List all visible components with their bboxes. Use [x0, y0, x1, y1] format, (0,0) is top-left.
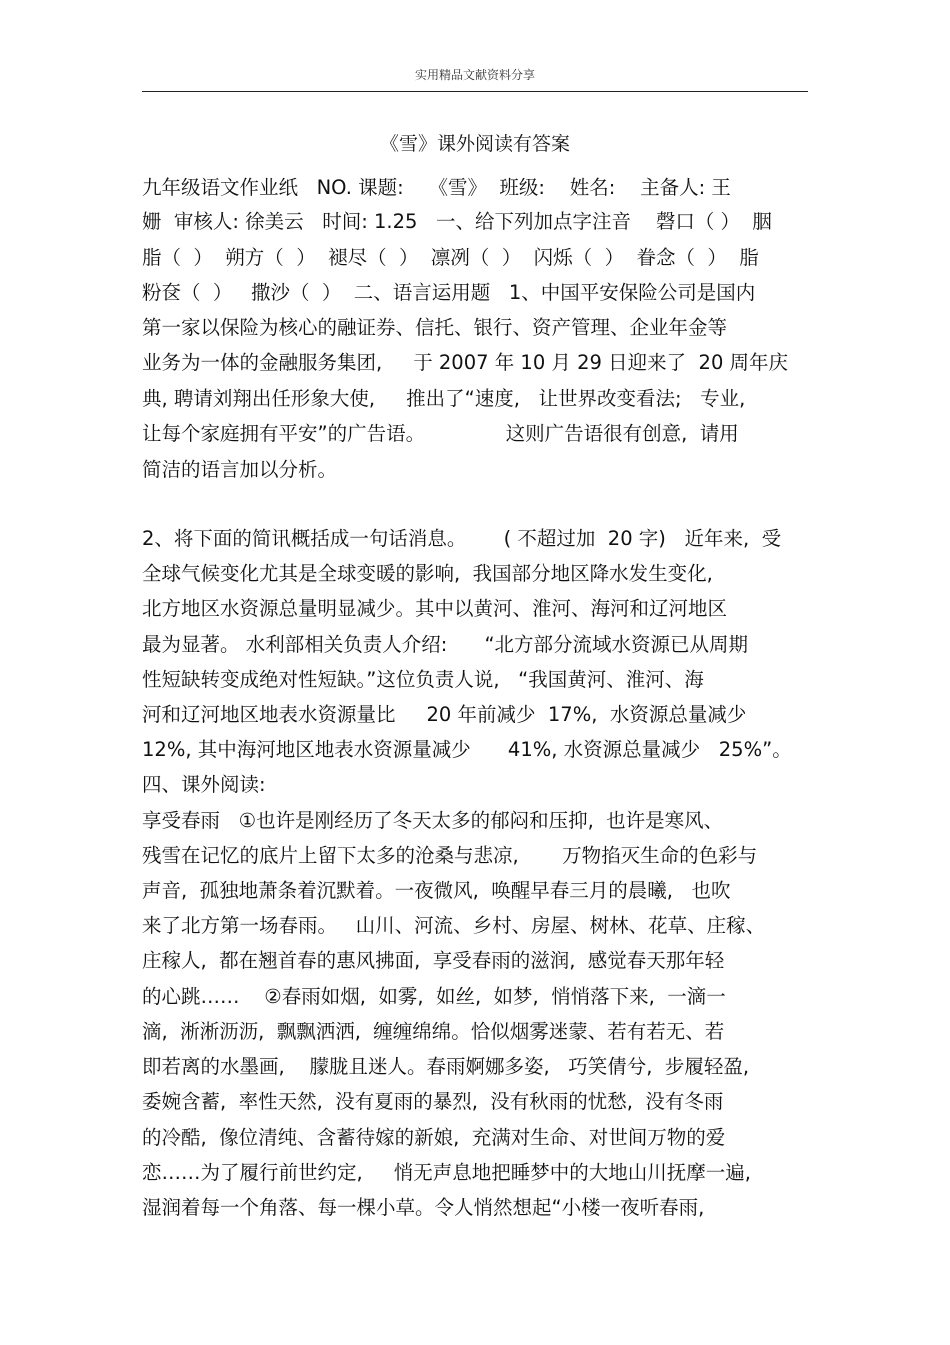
text-line: 2、将下面的简讯概括成一句话消息。 ( 不超过加 20 字) 近年来, 受	[142, 527, 782, 550]
text-line: 性短缺转变成绝对性短缺。”这位负责人说, “我国黄河、淮河、海	[142, 668, 704, 691]
text-line: 享受春雨 ①也许是刚经历了冬天太多的郁闷和压抑, 也许是寒风、	[142, 809, 724, 832]
text-line: 恋……为了履行前世约定, 悄无声息地把睡梦中的大地山川抚摩一遍,	[142, 1161, 751, 1184]
page-header: 实用精品文献资料分享	[414, 68, 535, 82]
text-line: 委婉含蓄, 率性天然, 没有夏雨的暴烈, 没有秋雨的忧愁, 没有冬雨	[142, 1090, 724, 1113]
text-line: 声音, 孤独地萧条着沉默着。一夜微风, 唤醒早春三月的晨曦, 也吹	[142, 879, 731, 902]
text-line: 姗 审核人: 徐美云 时间: 1.25 一、给下列加点字注音 磬口（ ） 胭	[142, 210, 772, 233]
text-line: 湿润着每一个角落、每一棵小草。令人悄然想起“小楼一夜听春雨,	[142, 1196, 705, 1219]
text-line: 庄稼人, 都在翘首春的惠风拂面, 享受春雨的滋润, 感觉春天那年轻	[142, 949, 725, 972]
text-line: 河和辽河地区地表水资源量比 20 年前减少 17%, 水资源总量减少	[142, 703, 747, 726]
text-line: 第一家以保险为核心的融证券、信托、银行、资产管理、企业年金等	[142, 316, 728, 339]
text-line: 12%, 其中海河地区地表水资源量减少 41%, 水资源总量减少 25%”。	[142, 738, 792, 761]
text-line: 业务为一体的金融服务集团, 于 2007 年 10 月 29 日迎来了 20 周年庆	[142, 351, 789, 374]
text-line: 九年级语文作业纸 NO. 课题: 《雪》 班级: 姓名: 主备人: 王	[142, 176, 731, 199]
text-line: 脂（ ） 朔方（ ） 褪尽（ ） 凛冽（ ） 闪烁（ ） 眷念（ ） 脂	[142, 246, 759, 269]
text-line: 北方地区水资源总量明显减少。其中以黄河、淮河、海河和辽河地区	[142, 597, 728, 620]
text-line: 简洁的语言加以分析。	[142, 458, 338, 481]
header-divider	[142, 91, 808, 92]
text-line: 最为显著。 水利部相关负责人介绍: “北方部分流域水资源已从周期	[142, 633, 749, 656]
text-line: 粉奁（ ） 撒沙（ ） 二、语言运用题 1、中国平安保险公司是国内	[142, 281, 756, 304]
text-line: 的心跳…… ②春雨如烟, 如雾, 如丝, 如梦, 悄悄落下来, 一滴一	[142, 985, 726, 1008]
text-line: 的冷酷, 像位清纯、含蓄待嫁的新娘, 充满对生命、对世间万物的爱	[142, 1126, 726, 1149]
text-line: 来了北方第一场春雨。 山川、河流、乡村、房屋、树林、花草、庄稼、	[142, 914, 766, 937]
text-line: 即若离的水墨画, 朦胧且迷人。春雨婀娜多姿, 巧笑倩兮, 步履轻盈,	[142, 1055, 750, 1078]
text-line: 滴, 淅淅沥沥, 飘飘洒洒, 缠缠绵绵。恰似烟雾迷蒙、若有若无、若	[142, 1020, 725, 1043]
text-line: 全球气候变化尤其是全球变暖的影响, 我国部分地区降水发生变化,	[142, 562, 713, 585]
document-title: 《雪》课外阅读有答案	[379, 133, 570, 155]
text-line: 让每个家庭拥有平安”的广告语。 这则广告语很有创意, 请用	[142, 422, 739, 445]
text-line: 残雪在记忆的底片上留下太多的沧桑与悲凉, 万物掐灭生命的色彩与	[142, 844, 758, 867]
text-line: 典, 聘请刘翔出任形象大使, 推出了“速度, 让世界改变看法; 专业,	[142, 387, 746, 410]
section-heading: 四、课外阅读:	[142, 773, 266, 796]
